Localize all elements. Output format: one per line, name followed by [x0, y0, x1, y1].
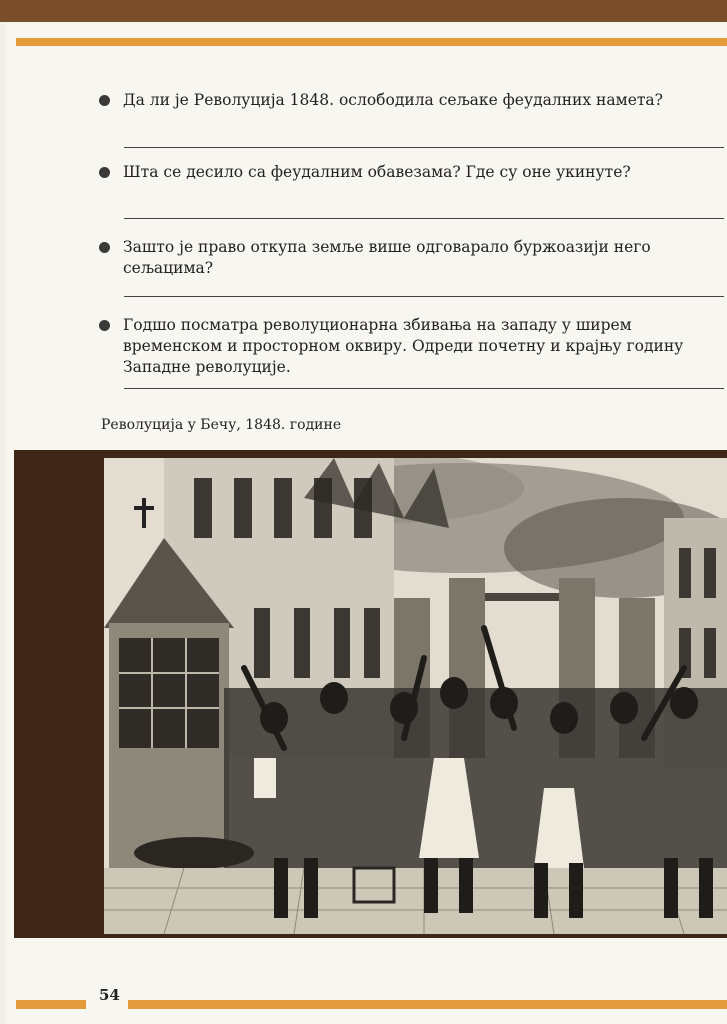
- answer-line[interactable]: [124, 218, 724, 219]
- question-3: [101, 237, 721, 279]
- bottom-accent-bar-right: [128, 1000, 727, 1009]
- textbook-page: [0, 22, 727, 1024]
- bullet-icon: [99, 242, 110, 253]
- vienna-revolution-engraving: [104, 458, 727, 934]
- question-4-text: Годшо посматра револуционарна збивања на западу у ширем временском и просторном оквиру. Одреди почетну и крајњу годину Западне револуције.: [123, 316, 684, 376]
- bottom-accent-bar-left: [16, 1000, 86, 1009]
- image-frame: [14, 450, 727, 938]
- question-2-text: Шта се десило са феудалним обавезама? Где су оне укинуте?: [123, 163, 631, 181]
- bullet-icon: [99, 320, 110, 331]
- question-4: [101, 315, 721, 378]
- image-caption: Револуција у Бечу, 1848. године: [101, 417, 342, 433]
- answer-line[interactable]: [124, 296, 724, 297]
- question-3-text: Зашто је право откупа земље више одговарало буржоазији него сељацима?: [123, 238, 651, 277]
- bullet-icon: [99, 95, 110, 106]
- question-1-text: Да ли је Револуција 1848. ослободила сељаке феудалних намета?: [123, 91, 663, 109]
- engraving-image: [104, 458, 727, 934]
- top-accent-bar: [16, 38, 727, 46]
- answer-line[interactable]: [124, 388, 724, 389]
- bullet-icon: [99, 167, 110, 178]
- page-number: 54: [99, 986, 120, 1004]
- question-2: [101, 162, 721, 183]
- question-1: [101, 90, 721, 111]
- answer-line[interactable]: [124, 147, 724, 148]
